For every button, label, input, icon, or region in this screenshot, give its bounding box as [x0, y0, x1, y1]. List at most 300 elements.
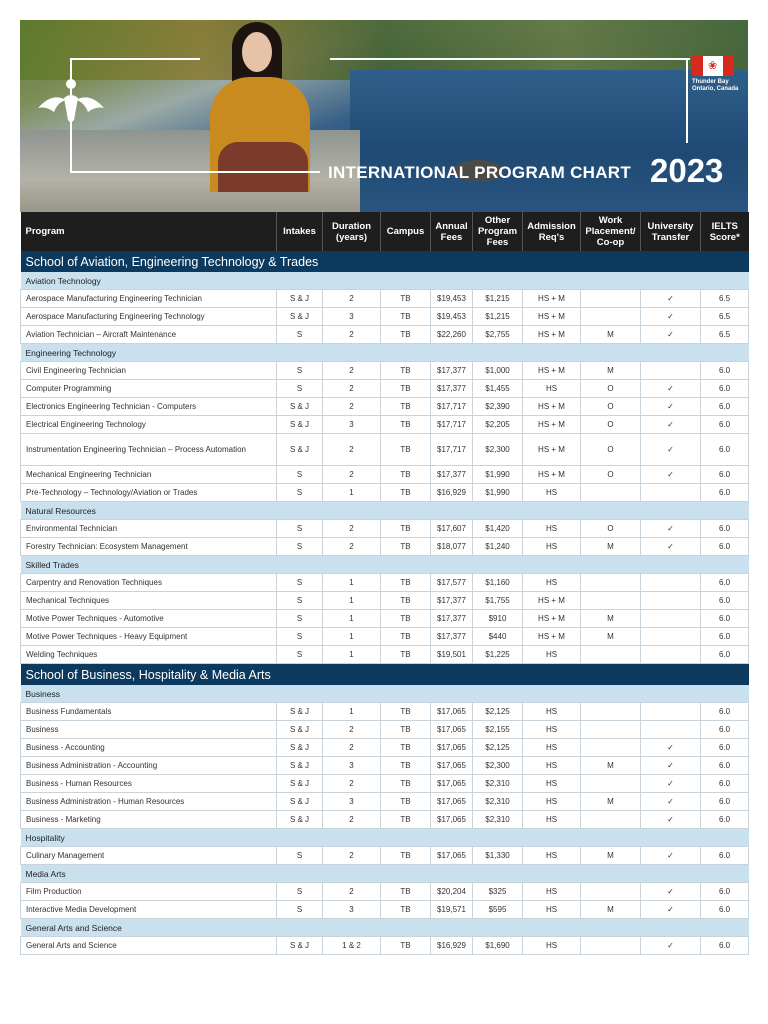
- table-cell: HS + M: [523, 308, 581, 326]
- table-cell: S & J: [277, 775, 323, 793]
- table-cell: $17,065: [431, 793, 473, 811]
- table-row: [21, 484, 749, 502]
- table-cell: M: [581, 847, 641, 865]
- table-cell: $17,377: [431, 592, 473, 610]
- column-header: IELTS Score*: [701, 212, 749, 251]
- program-group-name: Natural Resources: [21, 502, 749, 520]
- table-row: [21, 538, 749, 556]
- table-cell: 6.0: [701, 775, 749, 793]
- table-cell: $17,065: [431, 721, 473, 739]
- table-cell: M: [581, 757, 641, 775]
- table-cell: S & J: [277, 793, 323, 811]
- location-label: Thunder Bay Ontario, Canada: [692, 79, 739, 92]
- table-cell: S & J: [277, 811, 323, 829]
- table-cell: 6.0: [701, 434, 749, 466]
- table-cell: 3: [323, 901, 381, 919]
- table-cell: 6.5: [701, 290, 749, 308]
- table-cell: 2: [323, 466, 381, 484]
- table-cell: TB: [381, 380, 431, 398]
- program-name-cell: Interactive Media Development: [21, 901, 277, 919]
- program-group-name: Business: [21, 685, 749, 703]
- table-cell: TB: [381, 775, 431, 793]
- table-cell: TB: [381, 326, 431, 344]
- program-group-name: Hospitality: [21, 829, 749, 847]
- table-cell: $22,260: [431, 326, 473, 344]
- table-cell: [581, 775, 641, 793]
- table-cell: $16,929: [431, 484, 473, 502]
- chart-year: 2023: [650, 152, 724, 189]
- table-cell: TB: [381, 811, 431, 829]
- table-cell: HS + M: [523, 466, 581, 484]
- table-cell: S: [277, 574, 323, 592]
- table-cell: $2,205: [473, 416, 523, 434]
- table-cell: ✓: [641, 775, 701, 793]
- program-name-cell: Business Administration - Human Resources: [21, 793, 277, 811]
- program-table: [20, 212, 749, 955]
- table-cell: 6.0: [701, 610, 749, 628]
- canada-flag-icon: ❀: [692, 56, 734, 76]
- table-cell: 6.0: [701, 466, 749, 484]
- table-cell: ✓: [641, 793, 701, 811]
- table-cell: TB: [381, 434, 431, 466]
- program-name-cell: Instrumentation Engineering Technician – Process Automation: [21, 434, 277, 466]
- table-cell: TB: [381, 757, 431, 775]
- table-cell: ✓: [641, 398, 701, 416]
- table-cell: 2: [323, 290, 381, 308]
- table-cell: HS: [523, 811, 581, 829]
- column-header: Campus: [381, 212, 431, 251]
- program-name-cell: Culinary Management: [21, 847, 277, 865]
- table-cell: 6.0: [701, 901, 749, 919]
- program-name-cell: Business: [21, 721, 277, 739]
- table-cell: TB: [381, 721, 431, 739]
- table-cell: S & J: [277, 739, 323, 757]
- table-cell: $1,990: [473, 466, 523, 484]
- table-cell: TB: [381, 362, 431, 380]
- table-cell: $2,300: [473, 757, 523, 775]
- table-cell: 1: [323, 703, 381, 721]
- table-row: [21, 610, 749, 628]
- table-row: [21, 574, 749, 592]
- table-cell: $17,377: [431, 362, 473, 380]
- table-cell: HS + M: [523, 290, 581, 308]
- table-cell: S: [277, 538, 323, 556]
- table-row: [21, 308, 749, 326]
- table-cell: [641, 721, 701, 739]
- program-name-cell: Welding Techniques: [21, 646, 277, 664]
- table-cell: ✓: [641, 883, 701, 901]
- table-cell: HS: [523, 574, 581, 592]
- table-cell: TB: [381, 520, 431, 538]
- table-cell: $2,390: [473, 398, 523, 416]
- table-cell: TB: [381, 466, 431, 484]
- table-cell: 1: [323, 610, 381, 628]
- table-cell: HS: [523, 721, 581, 739]
- table-cell: 6.0: [701, 757, 749, 775]
- table-cell: 2: [323, 538, 381, 556]
- school-name: School of Business, Hospitality & Media Arts: [21, 664, 749, 686]
- program-group-row: [21, 556, 749, 574]
- table-row: [21, 380, 749, 398]
- table-cell: TB: [381, 901, 431, 919]
- table-row: [21, 326, 749, 344]
- table-cell: O: [581, 520, 641, 538]
- table-cell: S: [277, 466, 323, 484]
- table-cell: TB: [381, 937, 431, 955]
- table-cell: [581, 290, 641, 308]
- table-cell: $17,377: [431, 610, 473, 628]
- table-cell: $19,453: [431, 308, 473, 326]
- table-cell: [581, 883, 641, 901]
- program-group-name: Engineering Technology: [21, 344, 749, 362]
- program-group-row: [21, 829, 749, 847]
- table-cell: S: [277, 646, 323, 664]
- table-cell: S: [277, 610, 323, 628]
- table-cell: 2: [323, 739, 381, 757]
- table-cell: [581, 811, 641, 829]
- table-cell: [581, 592, 641, 610]
- table-cell: $1,225: [473, 646, 523, 664]
- table-cell: 1: [323, 484, 381, 502]
- table-cell: ✓: [641, 380, 701, 398]
- table-cell: HS: [523, 646, 581, 664]
- program-name-cell: Forestry Technician: Ecosystem Management: [21, 538, 277, 556]
- table-cell: 3: [323, 416, 381, 434]
- program-name-cell: Mechanical Techniques: [21, 592, 277, 610]
- table-cell: [641, 592, 701, 610]
- table-cell: O: [581, 466, 641, 484]
- school-heading-row: [21, 251, 749, 272]
- table-cell: TB: [381, 628, 431, 646]
- table-cell: TB: [381, 290, 431, 308]
- table-cell: M: [581, 901, 641, 919]
- table-cell: 1 & 2: [323, 937, 381, 955]
- table-cell: TB: [381, 416, 431, 434]
- table-cell: 6.0: [701, 937, 749, 955]
- table-row: [21, 592, 749, 610]
- table-cell: [581, 308, 641, 326]
- table-cell: $16,929: [431, 937, 473, 955]
- table-cell: O: [581, 398, 641, 416]
- table-cell: S: [277, 592, 323, 610]
- table-cell: HS: [523, 847, 581, 865]
- program-name-cell: Business Fundamentals: [21, 703, 277, 721]
- program-name-cell: Computer Programming: [21, 380, 277, 398]
- table-cell: 6.0: [701, 362, 749, 380]
- table-cell: 6.0: [701, 646, 749, 664]
- table-cell: HS: [523, 380, 581, 398]
- table-cell: ✓: [641, 416, 701, 434]
- program-name-cell: Motive Power Techniques - Heavy Equipment: [21, 628, 277, 646]
- table-cell: 6.0: [701, 380, 749, 398]
- table-cell: 6.0: [701, 520, 749, 538]
- program-name-cell: General Arts and Science: [21, 937, 277, 955]
- table-cell: [581, 703, 641, 721]
- table-cell: $440: [473, 628, 523, 646]
- table-row: [21, 520, 749, 538]
- table-row: [21, 362, 749, 380]
- table-row: [21, 721, 749, 739]
- table-cell: $1,330: [473, 847, 523, 865]
- table-cell: $1,215: [473, 308, 523, 326]
- table-cell: S: [277, 901, 323, 919]
- table-row: [21, 416, 749, 434]
- table-cell: HS + M: [523, 592, 581, 610]
- table-cell: O: [581, 416, 641, 434]
- column-header: Other Program Fees: [473, 212, 523, 251]
- table-cell: M: [581, 538, 641, 556]
- table-cell: 6.0: [701, 628, 749, 646]
- table-cell: $19,571: [431, 901, 473, 919]
- program-group-name: General Arts and Science: [21, 919, 749, 937]
- table-row: [21, 628, 749, 646]
- column-header: Duration (years): [323, 212, 381, 251]
- table-cell: HS: [523, 757, 581, 775]
- table-cell: 3: [323, 793, 381, 811]
- table-cell: S & J: [277, 937, 323, 955]
- table-cell: $1,000: [473, 362, 523, 380]
- table-cell: $17,377: [431, 466, 473, 484]
- table-cell: 6.5: [701, 308, 749, 326]
- table-cell: $19,453: [431, 290, 473, 308]
- table-cell: M: [581, 326, 641, 344]
- table-cell: $2,300: [473, 434, 523, 466]
- table-cell: ✓: [641, 308, 701, 326]
- table-cell: HS + M: [523, 610, 581, 628]
- table-cell: HS + M: [523, 434, 581, 466]
- table-cell: S & J: [277, 757, 323, 775]
- table-cell: 3: [323, 757, 381, 775]
- table-cell: S & J: [277, 308, 323, 326]
- table-row: [21, 775, 749, 793]
- program-name-cell: Mechanical Engineering Technician: [21, 466, 277, 484]
- table-cell: $910: [473, 610, 523, 628]
- table-cell: 2: [323, 721, 381, 739]
- table-row: [21, 901, 749, 919]
- table-cell: O: [581, 380, 641, 398]
- program-group-row: [21, 685, 749, 703]
- program-group-row: [21, 502, 749, 520]
- table-cell: HS: [523, 793, 581, 811]
- table-cell: TB: [381, 398, 431, 416]
- table-cell: TB: [381, 592, 431, 610]
- table-cell: S: [277, 484, 323, 502]
- table-cell: [641, 646, 701, 664]
- program-name-cell: Environmental Technician: [21, 520, 277, 538]
- program-group-row: [21, 344, 749, 362]
- table-cell: HS + M: [523, 416, 581, 434]
- table-cell: $1,990: [473, 484, 523, 502]
- program-name-cell: Carpentry and Renovation Techniques: [21, 574, 277, 592]
- table-cell: HS + M: [523, 362, 581, 380]
- program-name-cell: Pre-Technology – Technology/Aviation or Trades: [21, 484, 277, 502]
- table-cell: $1,160: [473, 574, 523, 592]
- column-header: Program: [21, 212, 277, 251]
- program-group-name: Aviation Technology: [21, 272, 749, 290]
- table-cell: S: [277, 628, 323, 646]
- program-name-cell: Electronics Engineering Technician - Computers: [21, 398, 277, 416]
- table-header-row: [21, 212, 749, 251]
- table-cell: 2: [323, 883, 381, 901]
- table-cell: $17,607: [431, 520, 473, 538]
- table-cell: TB: [381, 847, 431, 865]
- table-cell: 2: [323, 380, 381, 398]
- table-cell: 2: [323, 847, 381, 865]
- program-name-cell: Aerospace Manufacturing Engineering Technology: [21, 308, 277, 326]
- table-cell: TB: [381, 703, 431, 721]
- table-cell: $2,125: [473, 703, 523, 721]
- table-cell: HS: [523, 520, 581, 538]
- table-cell: $595: [473, 901, 523, 919]
- table-row: [21, 646, 749, 664]
- table-cell: $1,215: [473, 290, 523, 308]
- table-cell: HS: [523, 538, 581, 556]
- table-cell: 2: [323, 398, 381, 416]
- table-cell: $17,717: [431, 434, 473, 466]
- table-cell: $17,065: [431, 775, 473, 793]
- table-cell: S & J: [277, 416, 323, 434]
- column-header: University Transfer: [641, 212, 701, 251]
- table-cell: 6.5: [701, 326, 749, 344]
- table-cell: [641, 628, 701, 646]
- table-cell: $2,155: [473, 721, 523, 739]
- table-cell: ✓: [641, 811, 701, 829]
- table-cell: TB: [381, 883, 431, 901]
- table-cell: [581, 484, 641, 502]
- table-row: [21, 398, 749, 416]
- table-cell: 6.0: [701, 703, 749, 721]
- table-cell: S & J: [277, 434, 323, 466]
- table-cell: HS + M: [523, 398, 581, 416]
- table-row: [21, 703, 749, 721]
- program-name-cell: Aviation Technician – Aircraft Maintenance: [21, 326, 277, 344]
- table-cell: 3: [323, 308, 381, 326]
- table-cell: 1: [323, 628, 381, 646]
- table-row: [21, 847, 749, 865]
- table-row: [21, 757, 749, 775]
- table-cell: 6.0: [701, 592, 749, 610]
- table-cell: $2,755: [473, 326, 523, 344]
- table-cell: HS: [523, 703, 581, 721]
- chart-title: INTERNATIONAL PROGRAM CHART: [328, 163, 632, 182]
- table-cell: S: [277, 326, 323, 344]
- program-name-cell: Business - Accounting: [21, 739, 277, 757]
- table-cell: HS: [523, 484, 581, 502]
- program-group-name: Skilled Trades: [21, 556, 749, 574]
- table-cell: $17,717: [431, 398, 473, 416]
- table-cell: HS + M: [523, 628, 581, 646]
- program-group-row: [21, 865, 749, 883]
- table-cell: TB: [381, 646, 431, 664]
- table-cell: ✓: [641, 326, 701, 344]
- table-cell: ✓: [641, 739, 701, 757]
- table-cell: 6.0: [701, 721, 749, 739]
- table-cell: 2: [323, 520, 381, 538]
- table-row: [21, 811, 749, 829]
- table-cell: TB: [381, 538, 431, 556]
- table-cell: $17,377: [431, 628, 473, 646]
- table-cell: HS + M: [523, 326, 581, 344]
- table-cell: ✓: [641, 937, 701, 955]
- table-cell: $17,377: [431, 380, 473, 398]
- program-name-cell: Business Administration - Accounting: [21, 757, 277, 775]
- table-cell: [641, 703, 701, 721]
- table-cell: $1,420: [473, 520, 523, 538]
- table-row: [21, 434, 749, 466]
- table-cell: HS: [523, 883, 581, 901]
- program-name-cell: Civil Engineering Technician: [21, 362, 277, 380]
- table-cell: ✓: [641, 290, 701, 308]
- table-cell: 6.0: [701, 793, 749, 811]
- frame-line: [330, 58, 690, 60]
- program-name-cell: Electrical Engineering Technology: [21, 416, 277, 434]
- table-cell: ✓: [641, 757, 701, 775]
- table-cell: M: [581, 362, 641, 380]
- table-cell: 6.0: [701, 484, 749, 502]
- table-cell: HS: [523, 937, 581, 955]
- table-cell: $17,065: [431, 847, 473, 865]
- program-name-cell: Aerospace Manufacturing Engineering Technician: [21, 290, 277, 308]
- table-cell: $1,240: [473, 538, 523, 556]
- table-cell: M: [581, 628, 641, 646]
- table-cell: 6.0: [701, 416, 749, 434]
- table-cell: S: [277, 520, 323, 538]
- table-cell: HS: [523, 775, 581, 793]
- table-cell: S & J: [277, 703, 323, 721]
- column-header: Admission Req's: [523, 212, 581, 251]
- table-cell: [581, 574, 641, 592]
- table-cell: 6.0: [701, 847, 749, 865]
- table-row: [21, 466, 749, 484]
- table-cell: $17,065: [431, 811, 473, 829]
- table-cell: 6.0: [701, 398, 749, 416]
- table-cell: S & J: [277, 398, 323, 416]
- school-heading-row: [21, 664, 749, 686]
- table-cell: [581, 646, 641, 664]
- program-name-cell: Business - Human Resources: [21, 775, 277, 793]
- table-cell: S: [277, 883, 323, 901]
- program-group-row: [21, 919, 749, 937]
- table-row: [21, 290, 749, 308]
- table-cell: ✓: [641, 538, 701, 556]
- table-cell: ✓: [641, 466, 701, 484]
- table-cell: [641, 484, 701, 502]
- table-cell: 2: [323, 811, 381, 829]
- table-cell: 2: [323, 362, 381, 380]
- program-group-row: [21, 272, 749, 290]
- table-cell: TB: [381, 610, 431, 628]
- table-cell: $17,065: [431, 739, 473, 757]
- table-cell: $2,310: [473, 775, 523, 793]
- table-cell: S: [277, 847, 323, 865]
- table-cell: [641, 574, 701, 592]
- table-cell: [581, 937, 641, 955]
- table-cell: TB: [381, 793, 431, 811]
- table-cell: O: [581, 434, 641, 466]
- column-header: Annual Fees: [431, 212, 473, 251]
- table-cell: $17,717: [431, 416, 473, 434]
- school-name: School of Aviation, Engineering Technology & Trades: [21, 251, 749, 272]
- table-row: [21, 883, 749, 901]
- table-cell: S & J: [277, 721, 323, 739]
- program-name-cell: Business - Marketing: [21, 811, 277, 829]
- table-cell: $18,077: [431, 538, 473, 556]
- table-cell: 6.0: [701, 574, 749, 592]
- frame-line: [70, 58, 200, 60]
- table-cell: 2: [323, 434, 381, 466]
- table-cell: 6.0: [701, 811, 749, 829]
- table-cell: ✓: [641, 847, 701, 865]
